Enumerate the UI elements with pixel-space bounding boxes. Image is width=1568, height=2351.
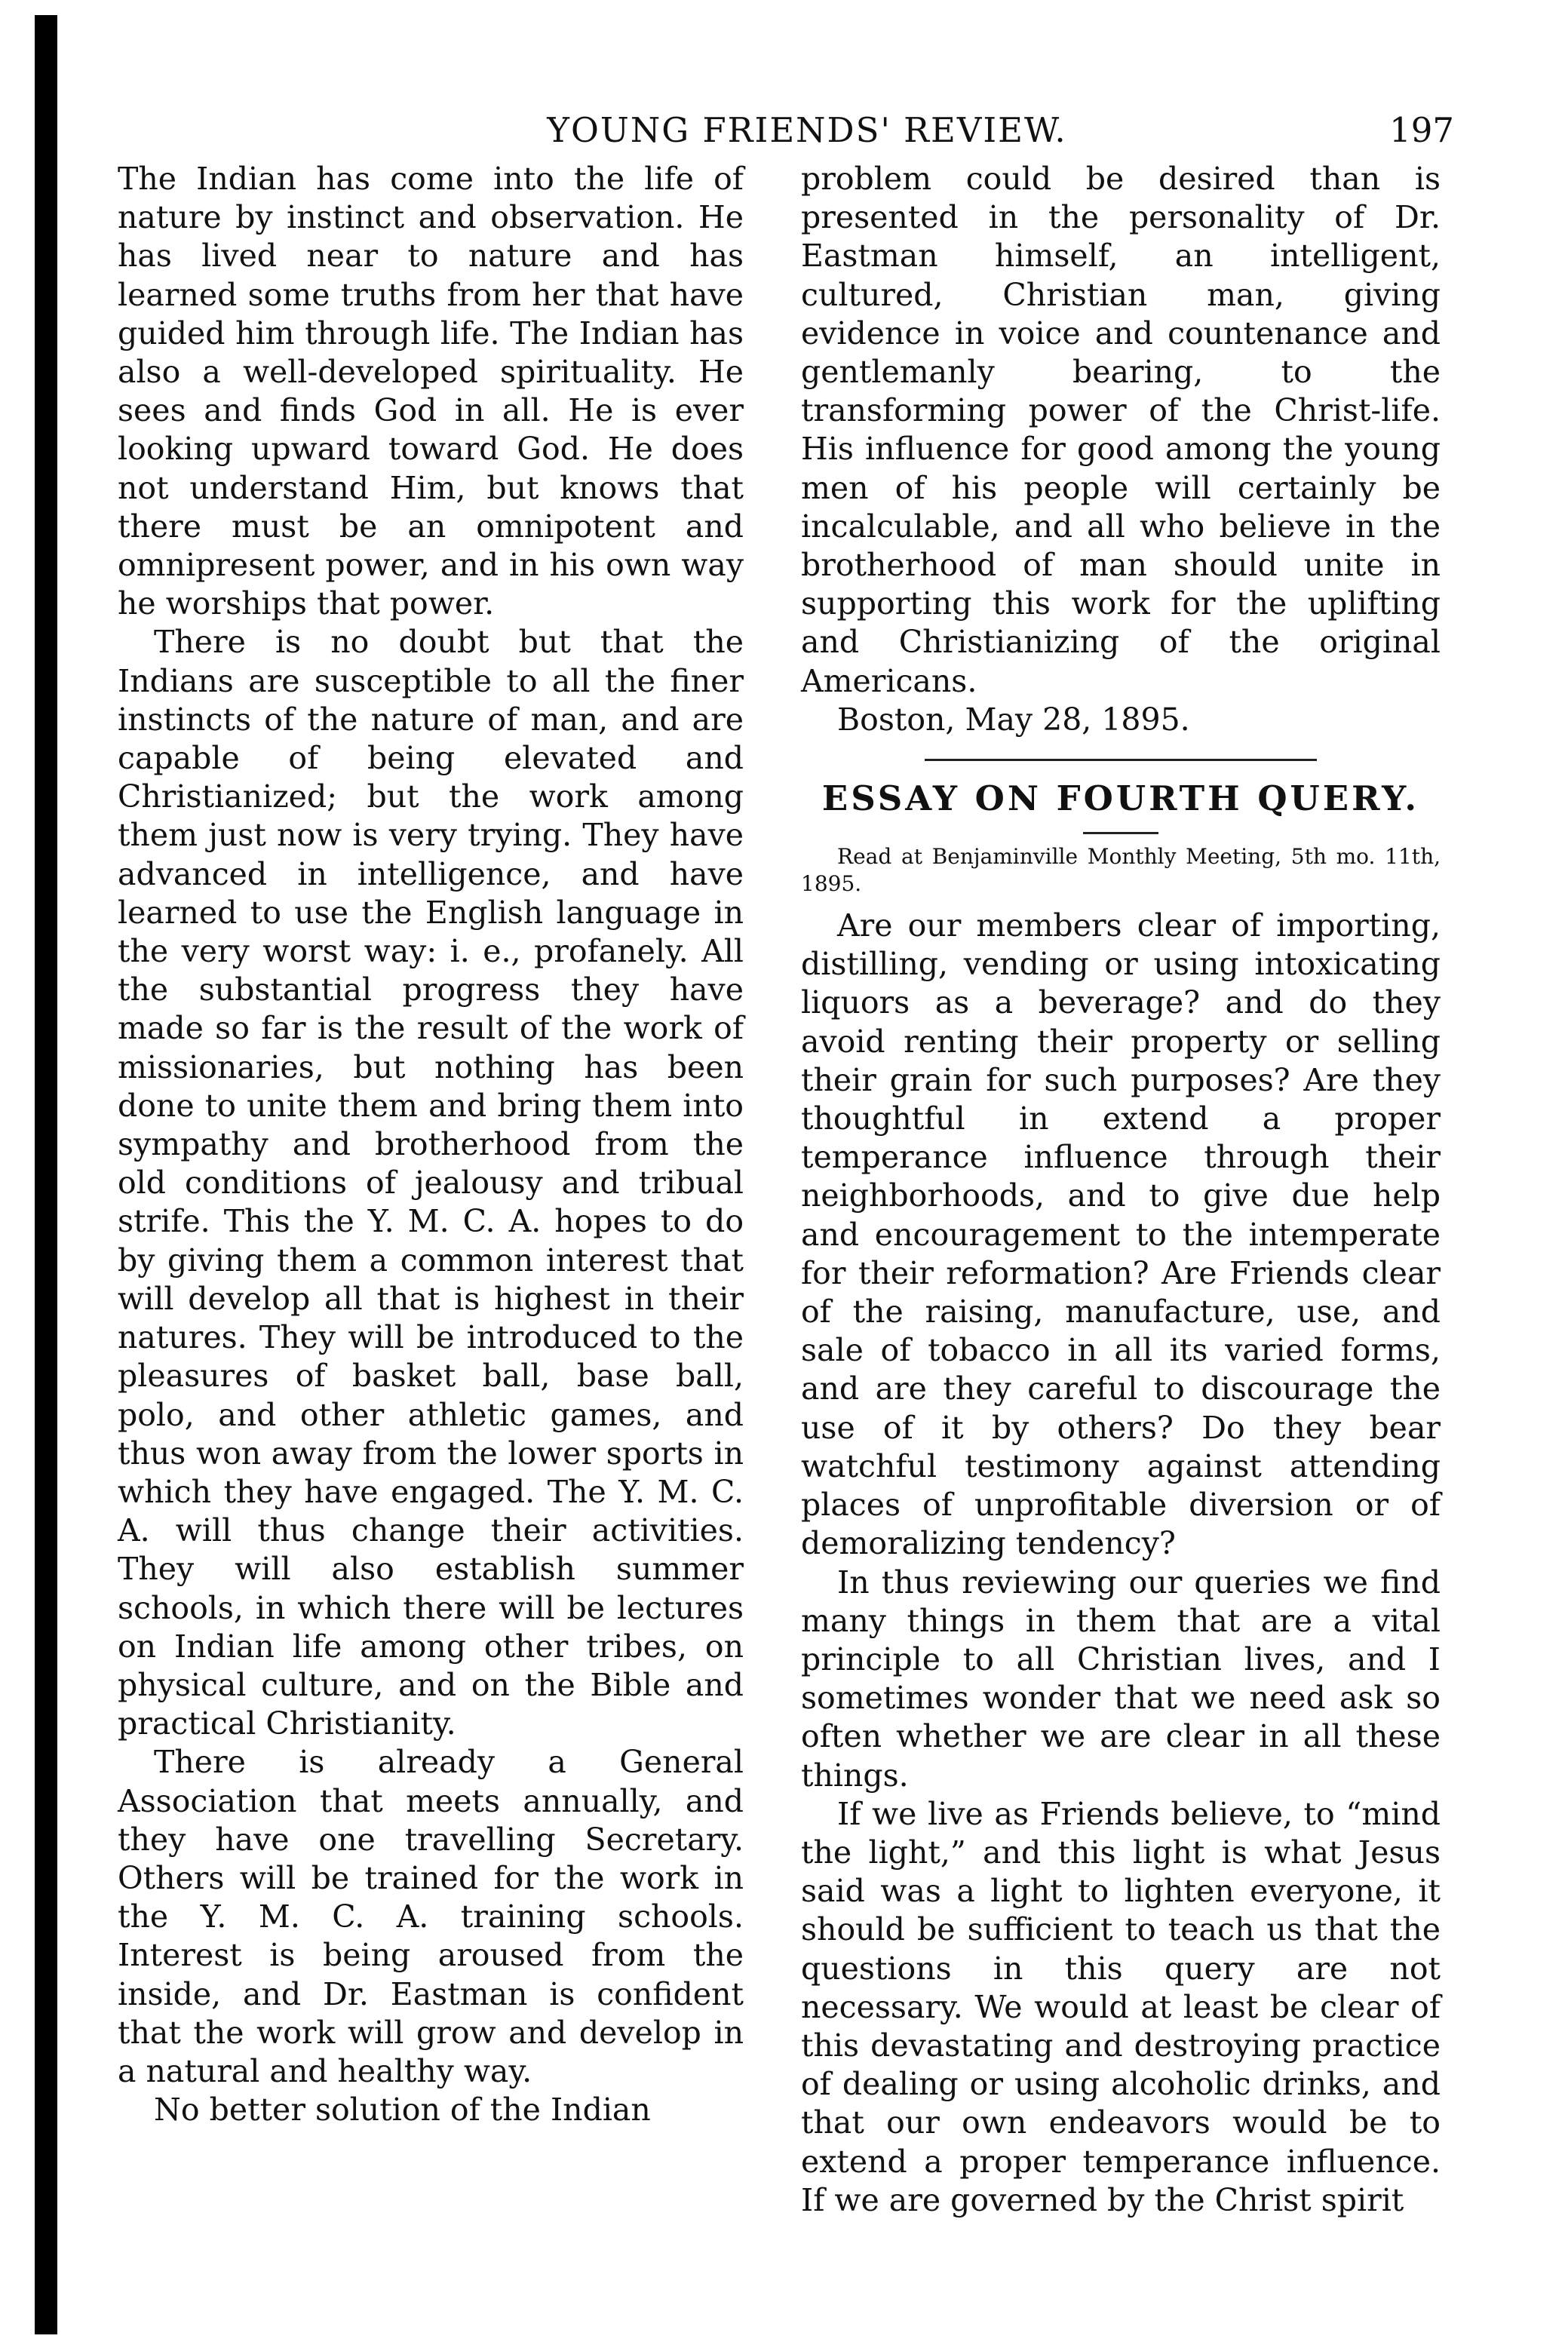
paragraph: The Indian has come into the life of nature by instinct and observation. He has lived near to nature and has learned some truths from her that have guided him through life. The Indian has also a well-developed spirituality. He sees and finds God in all. He is ever looking upward toward God. He does not understand Him, but knows that there must be an omnipotent and omnipresent power, and in his own way he worships that power. [118,161,744,622]
paragraph: In thus reviewing our queries we find many things in them that are a vital principle to all Christian lives, and I sometimes wonder that we need ask so often whether we are clear in all these things. [801,1564,1441,1794]
section-divider [925,759,1317,761]
paragraph-continuation: problem could be desired than is presented in the personality of Dr. Eastman himself, an intelligent, cultured, Christian man, giving evidence in voice and countenance and gentlemanly bearing, to the transforming power of the Christ-life. His influence for good among the young men of his people will certainly be incalculable, and all who believe in the brotherhood of man should unite in supporting this work for the uplifting and Christianizing of the original Americans. [801,161,1441,699]
read-note: Read at Benjaminville Monthly Meeting, 5th mo. 11th, 1895. [801,844,1441,897]
paragraph: If we live as Friends believe, to “mind the light,” and this light is what Jesus said was a light to lighten everyone, it should be sufficient to teach us that the questions in this query are not necessary. We would at least be clear of this devastating and destroying practice of dealing or using alcoholic drinks, and that our own endeavors would be to extend a proper temperance influence. If we are governed by the Christ spirit [801,1795,1441,2218]
left-column [118,160,744,2129]
paragraph: No better solution of the Indian [154,2092,651,2128]
section-title: ESSAY ON FOURTH QUERY. [821,778,1420,819]
paragraph: There is already a General Association that meets annually, and they have one travelling Secretary. Others will be trained for the work in the Y. M. C. A. training schools. Interest is being aroused from the inside, and Dr. Eastman is confident that the work will grow and develop in a natural and healthy way. [118,1744,744,2089]
paragraph: There is no doubt but that the Indians are susceptible to all the finer instincts of the nature of man, and are capable of being elevated and Christianized; but the work among them just now is very trying. They have advanced in intelligence, and have learned to use the English language in the very worst way: i. e., profanely. All the substantial progress they have made so far is the result of the work of missionaries, but nothing has been done to unite them and bring them into sympathy and brotherhood from the old conditions of jealousy and tribual strife. This the Y. M. C. A. hopes to do by giving them a common interest that will develop all that is highest in their natures. They will be introduced to the pleasures of basket ball, base ball, polo, and other athletic games, and thus won away from the lower sports in which they have engaged. The Y. M. C. A. will thus change their activities. They will also establish summer schools, in which there will be lectures on Indian life among other tribes, on physical culture, and on the Bible and practical Christianity. [118,624,744,1742]
binding-shadow [35,15,57,2334]
title-rule [1083,832,1158,834]
dateline: Boston, May 28, 1895. [837,701,1190,738]
paragraph: Are our members clear of importing, distilling, vending or using intoxicating liquors as a beverage? and do they avoid renting their property or selling their grain for such purposes? Are they thoughtful in extend a proper temperance influence through their neighborhoods, and to give due help and encouragement to the intemperate for their reformation? Are Friends clear of the raising, manufacture, use, and sale of tobacco in all its varied forms, and are they careful to discourage the use of it by others? Do they bear watchful testimony against attending places of unprofitable diversion or of demoralizing tendency? [801,907,1441,1562]
right-column [801,160,1441,2220]
page-header [0,104,1568,164]
running-title: YOUNG FRIENDS' REVIEW. [547,110,1067,150]
page-number: 197 [1389,110,1454,150]
